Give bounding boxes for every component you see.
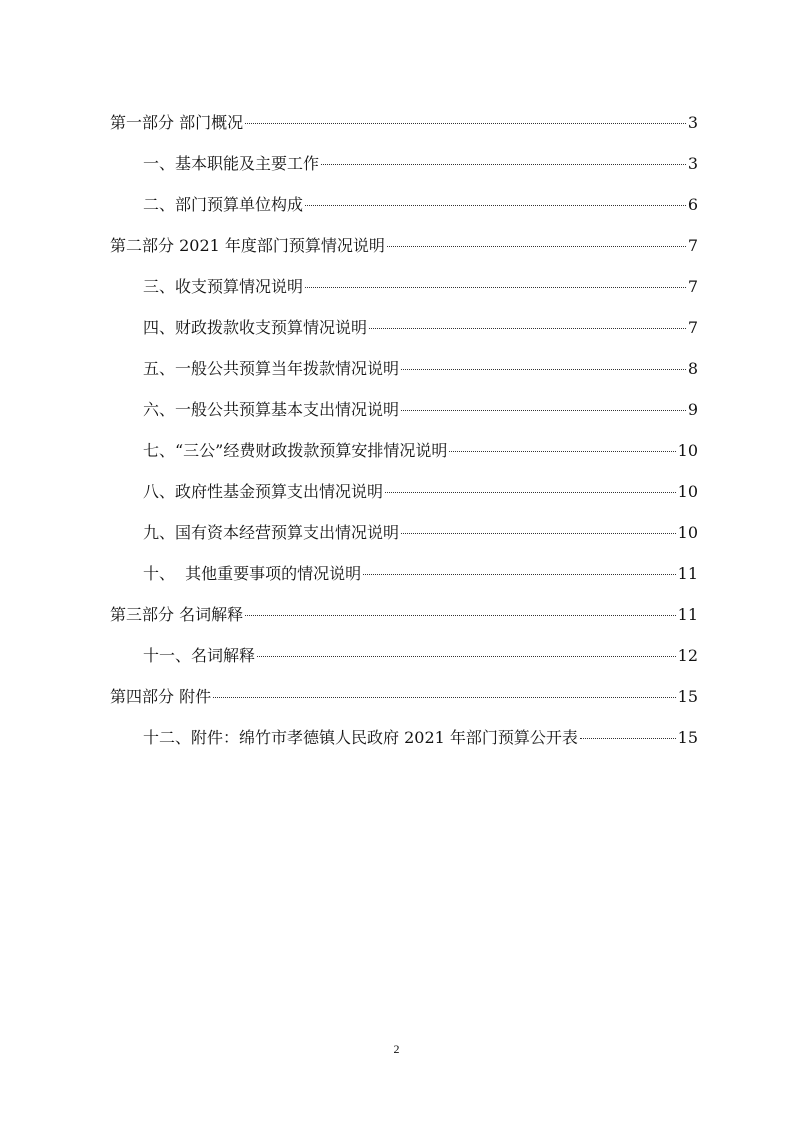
toc-entry-section-8[interactable] <box>110 471 698 512</box>
toc-entry-title: 十、 其他重要事项的情况说明 <box>143 564 362 583</box>
toc-entry-page: 7 <box>687 318 698 337</box>
toc-entry-title: 十二、附件：绵竹市孝德镇人民政府 2021 年部门预算公开表 <box>143 728 578 747</box>
toc-entry-page: 11 <box>677 564 698 583</box>
toc-dot-leader <box>449 451 675 452</box>
toc-entry-part-2[interactable] <box>110 225 698 266</box>
toc-entry-title: 八、政府性基金预算支出情况说明 <box>143 482 384 501</box>
toc-entry-page: 9 <box>687 400 698 419</box>
page-number: 2 <box>393 1042 400 1056</box>
toc-entry-title: 四、财政拨款收支预算情况说明 <box>143 318 368 337</box>
toc-dot-leader <box>401 533 676 534</box>
toc-entry-section-1[interactable] <box>110 143 698 184</box>
toc-dot-leader <box>245 123 686 124</box>
toc-entry-title: 二、部门预算单位构成 <box>143 195 304 214</box>
toc-entry-title: 五、一般公共预算当年拨款情况说明 <box>143 359 400 378</box>
toc-entry-section-4[interactable] <box>110 307 698 348</box>
toc-entry-page: 10 <box>677 482 698 501</box>
toc-entry-part-3[interactable] <box>110 594 698 635</box>
toc-dot-leader <box>385 492 676 493</box>
toc-dot-leader <box>387 246 686 247</box>
toc-entry-title: 第二部分 2021 年度部门预算情况说明 <box>110 236 385 255</box>
table-of-contents <box>110 102 698 758</box>
toc-entry-page: 3 <box>687 154 698 173</box>
toc-dot-leader <box>401 369 686 370</box>
toc-dot-leader <box>369 328 686 329</box>
toc-entry-title: 九、国有资本经营预算支出情况说明 <box>143 523 400 542</box>
toc-dot-leader <box>401 410 686 411</box>
toc-entry-page: 8 <box>687 359 698 378</box>
toc-entry-section-9[interactable] <box>110 512 698 553</box>
toc-entry-section-7[interactable] <box>110 430 698 471</box>
toc-dot-leader <box>245 615 676 616</box>
toc-entry-part-1[interactable] <box>110 102 698 143</box>
toc-entry-part-4[interactable] <box>110 676 698 717</box>
toc-dot-leader <box>213 697 676 698</box>
toc-entry-title: 第三部分 名词解释 <box>110 605 244 624</box>
toc-dot-leader <box>321 164 686 165</box>
toc-entry-section-6[interactable] <box>110 389 698 430</box>
toc-entry-section-10[interactable] <box>110 553 698 594</box>
toc-entry-title: 十一、名词解释 <box>143 646 256 665</box>
toc-entry-page: 3 <box>687 113 698 132</box>
toc-entry-section-5[interactable] <box>110 348 698 389</box>
toc-entry-title: 第四部分 附件 <box>110 687 212 706</box>
toc-entry-section-2[interactable] <box>110 184 698 225</box>
toc-entry-section-11[interactable] <box>110 635 698 676</box>
toc-entry-title: 七、“三公”经费财政拨款预算安排情况说明 <box>143 441 448 460</box>
toc-entry-title: 三、收支预算情况说明 <box>143 277 304 296</box>
toc-dot-leader <box>580 738 676 739</box>
toc-entry-section-12[interactable] <box>110 717 698 758</box>
toc-entry-page: 7 <box>687 277 698 296</box>
toc-dot-leader <box>305 287 686 288</box>
toc-entry-page: 6 <box>687 195 698 214</box>
toc-dot-leader <box>305 205 686 206</box>
toc-entry-title: 六、一般公共预算基本支出情况说明 <box>143 400 400 419</box>
toc-entry-section-3[interactable] <box>110 266 698 307</box>
toc-entry-page: 15 <box>677 728 698 747</box>
toc-entry-page: 10 <box>677 441 698 460</box>
toc-entry-page: 7 <box>687 236 698 255</box>
toc-entry-title: 第一部分 部门概况 <box>110 113 244 132</box>
toc-dot-leader <box>363 574 675 575</box>
toc-entry-page: 15 <box>677 687 698 706</box>
toc-dot-leader <box>257 656 676 657</box>
toc-entry-title: 一、基本职能及主要工作 <box>143 154 320 173</box>
toc-entry-page: 12 <box>677 646 698 665</box>
toc-entry-page: 11 <box>677 605 698 624</box>
toc-entry-page: 10 <box>677 523 698 542</box>
